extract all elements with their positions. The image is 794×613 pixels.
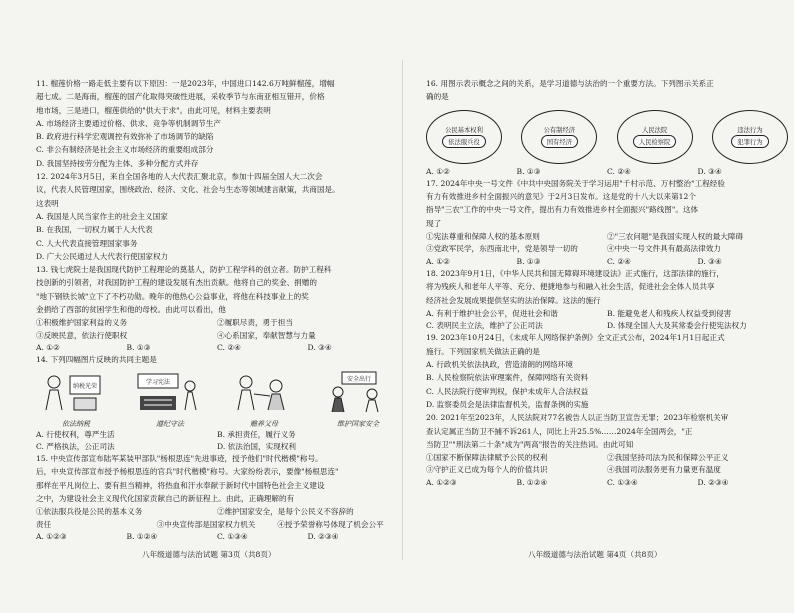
cartoon-law	[130, 370, 210, 429]
q18-answer-a: A. 有利于维护社会公平，促进社会和谐	[426, 308, 558, 318]
q16-answers	[426, 166, 788, 178]
q13-statements	[36, 330, 398, 342]
q20-answer: A. ①②③	[426, 477, 457, 487]
q18-line: 将为残疾人和老年人平等、充分、便捷地参与和融入社会生活，促进社会全体人员共享	[426, 282, 715, 292]
q19-option-c: C. 人民法院行使审判权，保护未成年人合法权益	[426, 386, 589, 396]
q15-answers	[36, 531, 398, 543]
q11-option-c: C. 非公有制经济是社会主义市场经济的重要组成部分	[36, 145, 214, 155]
q14-answer-d: D. 依法治国，实现权利	[217, 441, 296, 451]
cartoon-security-illustration	[318, 370, 398, 414]
cartoon-parents	[224, 370, 304, 429]
q19-line: 施行。下列国家机关做法正确的是	[426, 346, 540, 356]
cartoon-law-caption: 遵纪守法	[156, 419, 184, 428]
q15-line: 15. 中央宣传部宣布陆军某装甲部队"杨根思连"先进事迹，授予他们"时代楷模"称号。	[36, 454, 323, 464]
q17-line: 指导"三农"工作的中央一号文件，提出有力有效推进乡村全面振兴"路线图"。这体	[426, 205, 699, 215]
q17-statements	[426, 243, 788, 255]
q17-statement: ①宪法尊重和保障人权的基本原则	[426, 232, 540, 242]
q17-line: 17. 2024年中央一号文件《中共中央国务院关于学习运用"千村示范、万村整治"工程经验	[426, 178, 725, 188]
q12-option-a: A. 我国是人民当家作主的社会主义国家	[36, 211, 168, 221]
q13-line: 13. 钱七虎院士是我国现代防护工程理论的奠基人，防护工程学科的创立者。防护工程科	[36, 265, 332, 275]
q18-answer-b: B. 能避免老人和残疾人权益受到侵害	[607, 308, 732, 318]
venn-outer-label: 公民基本权利	[445, 126, 483, 134]
q20-statement: ④我国司法服务更有力量更有温度	[607, 465, 721, 475]
q13-statement: ①积极维护国家利益的义务	[36, 318, 128, 328]
q17-statement: ③党政军民学，东西南北中，党是领导一切的	[426, 244, 578, 254]
q11-option-a: A. 市场经济主要通过价格、供求、竞争等机制调节生产	[36, 118, 221, 128]
q15-statement: 责任	[36, 519, 52, 529]
venn-outer-label: 人民法院	[642, 126, 668, 134]
q15-statement: ①依法服兵役是公民的基本义务	[36, 507, 143, 517]
q13-line: 金捐给了西部的贫困学生和他的母校。由此可以看出，他	[36, 305, 226, 315]
cartoon-security	[318, 370, 398, 429]
question-17	[426, 178, 788, 268]
venn-diagram-1	[426, 110, 502, 164]
q12-option-b: B. 在我国，一切权力属于人大代表	[36, 225, 153, 235]
venn-inner-label: 依法服兵役	[442, 135, 485, 148]
question-12	[36, 171, 398, 263]
q14-answer-a: A. 行使权利，尊严生活	[36, 429, 115, 439]
q15-statement: ②维护国家安全，是每个公民义不容辞的	[217, 507, 354, 517]
q17-statement: ②"三农问题"是我国实现人权的最大障碍	[607, 232, 744, 242]
q19-line: 19. 2023年10月24日，《未成年人网络保护条例》全文正式公布，2024年1月1日起正式	[426, 333, 725, 343]
q20-answer: D. ②③④	[697, 477, 729, 487]
q13-statements	[36, 317, 398, 329]
q20-answer: B. ①②④	[516, 477, 548, 487]
q13-statement: ③反映民意，依法行使职权	[36, 330, 128, 340]
q20-statements	[426, 464, 788, 476]
cartoon-tax-illustration	[36, 370, 116, 414]
q17-line: 有力有效推进乡村全面振兴的意见》于2月3日发布。这是党的十八大以来第12个	[426, 192, 696, 202]
venn-outer-label: 公有制经济	[543, 126, 576, 134]
cartoon-security-sign: 安全出行	[346, 375, 372, 383]
q15-answer: D. ②③④	[307, 531, 339, 541]
q15-answer: C. ①③④	[217, 531, 248, 541]
venn-diagram-4	[712, 110, 788, 164]
q13-statement: ④心系国家，奉献智慧与力量	[217, 330, 316, 340]
q13-answer: D. ③④	[307, 342, 332, 352]
q16-line: 16. 用图示表示概念之间的关系，是学习道德与法治的一个重要方法。下列图示关系正	[426, 79, 714, 88]
q14-stem: 14. 下列四幅图片反映的共同主题是	[36, 355, 157, 365]
venn-inner-label: 人民检察院	[633, 135, 676, 148]
cartoon-tax-caption: 依法纳税	[62, 419, 90, 428]
q14-answers	[36, 441, 398, 453]
q15-statement: ④授予荣誉称号体现了机会公平	[277, 519, 384, 529]
question-20	[426, 412, 788, 489]
q16-answer: B. ①③	[516, 166, 541, 176]
cartoon-law-sign: 学习宪法	[145, 378, 171, 386]
venn-diagram-3	[617, 110, 693, 164]
q14-answer-c: C. 严格执法，公正司法	[36, 441, 115, 451]
q17-answer: D. ③④	[697, 256, 722, 266]
cartoon-parents-illustration	[224, 370, 304, 414]
question-14	[36, 354, 398, 453]
q20-line: 查认定属正当防卫不捕不诉261人，同比上升25.5%……2024年全国两会，"正	[426, 426, 693, 436]
q15-statements	[36, 519, 398, 531]
right-page-footer: 八年级道德与法治试题 第4页（共8页）	[528, 550, 662, 559]
q15-line: 之中，为建设社会主义现代化国家贡献自己的新征程上。由此，正确理解的有	[36, 494, 295, 504]
q18-answers	[426, 308, 788, 320]
question-13	[36, 264, 398, 354]
q17-statements	[426, 231, 788, 243]
q12-line: 这表明	[36, 198, 59, 208]
q19-option-d: D. 监察委员会是法律监督机关，监督条例的实施	[426, 399, 589, 409]
q20-statements	[426, 452, 788, 464]
q15-statements	[36, 506, 398, 518]
q12-option-c: C. 人大代表直接管理国家事务	[36, 238, 138, 248]
q15-statement: ③中央宣传部是国家权力机关	[156, 519, 256, 529]
q17-answer: B. ①③	[516, 256, 541, 266]
cartoon-tax-sign: 纳税光荣	[72, 382, 98, 390]
q20-statement: ②我国坚持司法为民和保障公平正义	[607, 453, 729, 463]
q16-answer: D. ③④	[697, 166, 722, 176]
venn-diagram-2	[521, 110, 597, 164]
q14-answer-b: B. 承担责任，履行义务	[217, 429, 296, 439]
q12-line: 议，代表人民管理国家，围绕政治、经济、文化、社会与生态等领域建言献策，共商国是。	[36, 185, 340, 195]
q20-line: 当防卫""刑法第二十条"成为"两高"报告的关注热词。由此可知	[426, 439, 634, 449]
q15-answer: B. ①②④	[126, 531, 158, 541]
q13-statement: ②履职尽责，勇于担当	[217, 318, 293, 328]
q11-line: 11. 榴莲价格一路走低主要有以下原因：一是2023年，中国进口142.6万吨鲜榴莲，增幅	[36, 79, 335, 88]
q13-answer: A. ①②	[36, 342, 60, 352]
cartoon-tax	[36, 370, 116, 429]
q11-line: 超七成。二是海南，榴莲的国产化取得突破性进展，采收季节与东南亚相互错开，价格	[36, 92, 325, 102]
question-19	[426, 332, 788, 411]
left-page-footer: 八年级道德与法治试题 第3页（共8页）	[142, 550, 276, 559]
question-18	[426, 268, 788, 332]
venn-inner-label: 犯罪行为	[731, 135, 768, 148]
q13-line: 技创新的引领者，对我国防护工程的建设发展有杰出贡献。他将自己的奖金、捐赠的	[36, 278, 317, 288]
q18-answer-d: D. 体现全国人大及其常委会行使宪法权力	[607, 321, 747, 331]
cartoon-security-caption: 维护国家安全	[337, 419, 379, 428]
venn-outer-label: 违法行为	[737, 126, 763, 134]
q16-diagrams	[426, 110, 788, 164]
q20-answer: C. ①③④	[607, 477, 638, 487]
q15-line: 后，中央宣传部宣布授予杨根思连的官兵"时代楷模"称号。大家纷纷表示，要像"杨根思连"	[36, 467, 339, 477]
q16-answer: C. ②④	[607, 166, 631, 176]
q14-answers	[36, 429, 398, 441]
q12-option-d: D. 广大公民通过人大代表行使国家权力	[36, 251, 169, 261]
q17-answers	[426, 256, 788, 268]
q18-line: 经济社会发展成果提供坚实的法治保障。这法的施行	[426, 295, 601, 305]
question-16	[426, 78, 788, 178]
q19-option-b: B. 人民检察院依法审理案件，保障网络有关资料	[426, 373, 589, 383]
q18-answer-c: C. 表明民主立法，维护了公正司法	[426, 321, 543, 331]
q16-answer: A. ①②	[426, 166, 450, 176]
q13-answer: C. ②④	[217, 342, 241, 352]
q11-option-b: B. 政府进行科学宏观调控有效弥补了市场调节的缺陷	[36, 132, 214, 142]
q11-line: 地市场，三是进口，榴莲供给的"供大于求"。由此可见，材料主要表明	[36, 105, 271, 115]
q16-line: 确的是	[426, 92, 449, 102]
cartoon-parents-caption: 赡养父母	[250, 419, 278, 428]
q17-answer: C. ②④	[607, 256, 631, 266]
q15-line: 那样在平凡岗位上、要有担当精神，将热血和汗水奉献于新时代中国特色社会主义建设	[36, 480, 325, 490]
page-fold	[402, 60, 403, 560]
q13-answers	[36, 342, 398, 354]
question-11	[36, 78, 398, 170]
left-page	[36, 78, 398, 543]
cartoon-law-illustration	[130, 370, 210, 414]
q13-line: "地下钢铁长城"立下了不朽功勋。晚年的他热心公益事业，将他在科技事业上的奖	[36, 291, 309, 301]
question-15	[36, 453, 398, 543]
q15-answer: A. ①②③	[36, 531, 67, 541]
q20-statement: ③守护正义已成为每个人的价值共识	[426, 465, 548, 475]
q17-answer: A. ①②	[426, 256, 450, 266]
q11-option-d: D. 我国坚持按劳分配为主体、多种分配方式并存	[36, 158, 199, 168]
q19-option-a: A. 行政机关依法执政，营造清朗的网络环境	[426, 360, 573, 370]
right-page	[426, 78, 788, 489]
q18-line: 18. 2023年9月1日，《中华人民共和国无障碍环境建设法》正式施行，这部法律的施行，	[426, 268, 724, 278]
q17-statement: ④中央一号文件具有最高法律效力	[607, 244, 721, 254]
q17-line: 现了	[426, 218, 442, 228]
q20-line: 20. 2021年至2023年，人民法院对77名被告人以正当防卫宣告无罪；2023年检察机关审	[426, 413, 729, 423]
q20-answers	[426, 477, 788, 489]
q13-answer: B. ①③	[126, 342, 151, 352]
q12-line: 12. 2024年3月5日，来自全国各地的人大代表汇聚北京，参加十四届全国人大二次会	[36, 172, 323, 182]
q20-statement: ①国家不断保障法律赋予公民的权利	[426, 453, 548, 463]
venn-inner-label: 国有经济	[541, 135, 578, 148]
q14-cartoon-row	[36, 370, 398, 429]
q18-answers	[426, 320, 788, 332]
